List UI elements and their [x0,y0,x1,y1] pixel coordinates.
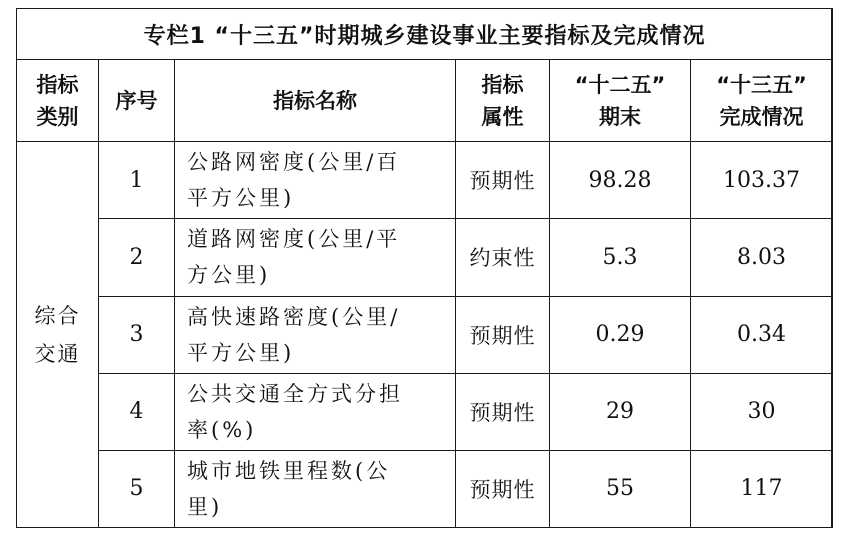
header-category-line1: 指标 [36,72,79,97]
header-attr-line1: 指标 [481,72,524,97]
seq-cell: 1 [99,142,175,219]
header-13th-line1: “十三五” [716,72,807,97]
category-line2: 交通 [34,341,81,366]
name-line1: 高快速路密度(公里/ [187,304,401,329]
value-13th-cell: 30 [691,373,833,450]
header-category-line2: 类别 [36,104,79,129]
value-13th-cell: 117 [691,450,833,527]
header-12th-line2: 期末 [599,104,641,129]
table-outer-border [16,8,832,528]
name-line2: 率(%) [187,417,257,442]
value-12th-cell: 55 [550,450,691,527]
attr-cell: 预期性 [456,296,550,373]
value-12th-cell: 29 [550,373,691,450]
name-line2: 平方公里) [187,186,295,211]
value-12th-cell: 5.3 [550,219,691,296]
value-13th-cell: 8.03 [691,219,833,296]
header-13th-line2: 完成情况 [719,104,804,129]
seq-cell: 3 [99,296,175,373]
value-13th-cell: 0.34 [691,296,833,373]
header-attr-line2: 属性 [481,104,524,129]
attr-cell: 预期性 [456,373,550,450]
header-seq: 序号 [99,60,175,142]
name-line1: 城市地铁里程数(公 [187,458,391,483]
category-line1: 综合 [34,303,81,328]
name-line2: 平方公里) [187,340,295,365]
table-title: 专栏1 “十三五”时期城乡建设事业主要指标及完成情况 [17,9,833,60]
attr-cell: 约束性 [456,219,550,296]
name-line2: 里) [187,494,223,519]
seq-cell: 4 [99,373,175,450]
value-13th-cell: 103.37 [691,142,833,219]
value-12th-cell: 0.29 [550,296,691,373]
header-12th-line1: “十二五” [574,72,666,97]
seq-cell: 2 [99,219,175,296]
attr-cell: 预期性 [456,142,550,219]
attr-cell: 预期性 [456,450,550,527]
name-line1: 公共交通全方式分担 [187,381,403,406]
name-line2: 方公里) [187,263,271,288]
name-line1: 公路网密度(公里/百 [187,150,401,175]
seq-cell: 5 [99,450,175,527]
name-line1: 道路网密度(公里/平 [187,227,401,252]
header-name: 指标名称 [175,60,456,142]
value-12th-cell: 98.28 [550,142,691,219]
